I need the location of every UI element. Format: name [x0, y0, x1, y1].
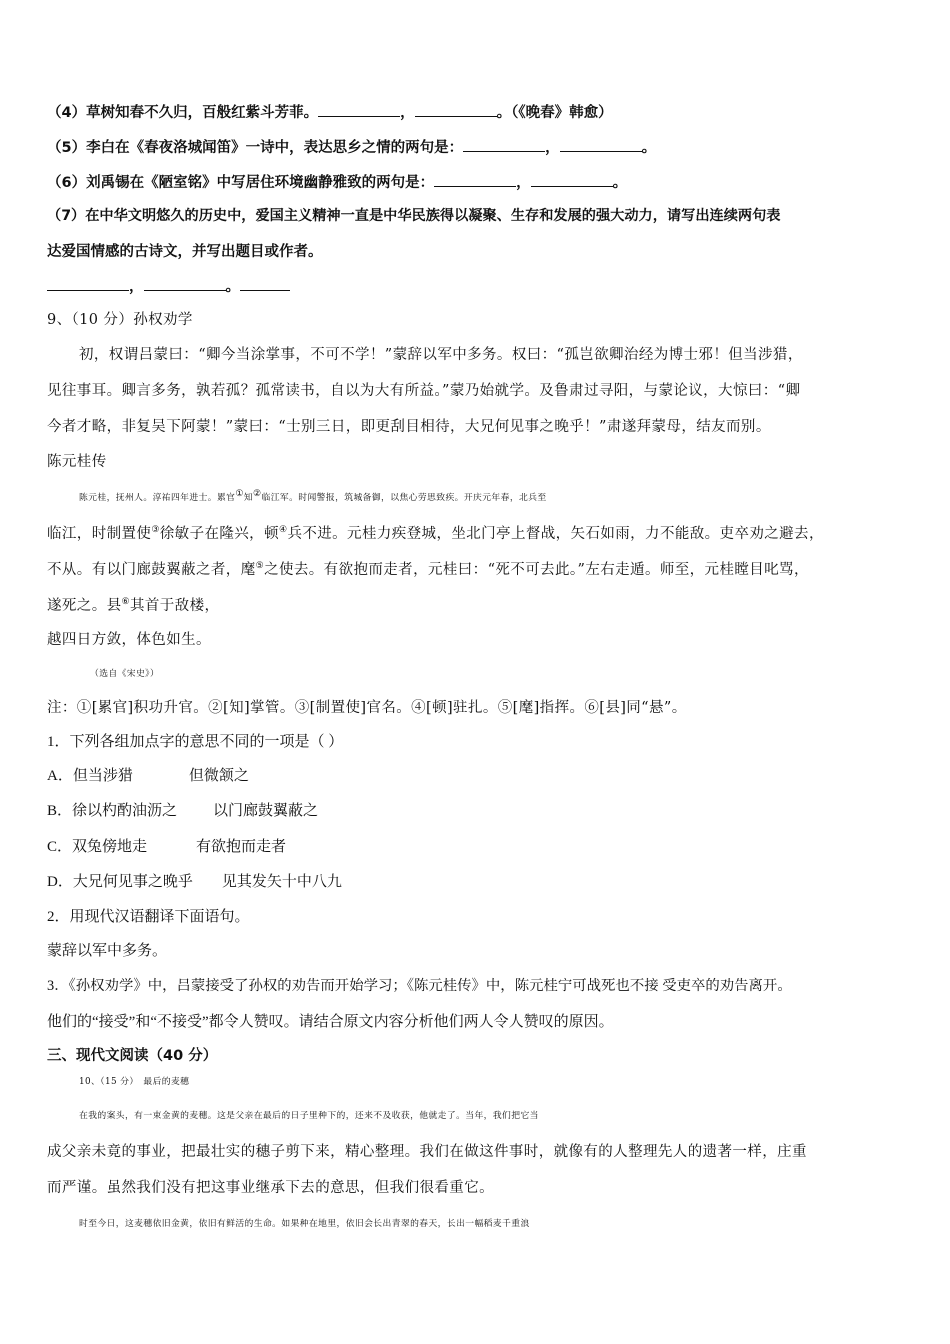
q9-heading: 9、（10 分）孙权劝学: [47, 312, 193, 328]
q9-passage2-line1: 陈元桂，抚州人。淳祐四年进士。累官①知②临江军。时闻警报，筑城备御，以焦心劳思致疾。开庆元年春，北兵至: [79, 489, 547, 503]
q8-item-7-line2: 达爱国情感的古诗文，并写出题目或作者。: [47, 244, 323, 260]
q9-sub3-line1: 3．《孙权劝学》中，吕蒙接受了孙权的劝告而开始学习；《陈元桂传》中，陈元桂宁可战死也不接 受吏卒的劝告离开。: [47, 978, 792, 994]
q10-passage-p1-line1: 在我的案头，有一束金黄的麦穗。这是父亲在最后的日子里种下的，还来不及收获，他就走了。当年，我们把它当: [79, 1111, 539, 1121]
q9-sub2-text: 蒙辞以军中多务。: [47, 943, 168, 959]
q9-passage1-line1: 初，权谓吕蒙曰：“卿今当涂掌事，不可不学！”蒙辞以军中多务。权曰：“孤岂欲卿治经为博士邪！但当涉猎，: [79, 347, 803, 363]
answer-blank[interactable]: [463, 137, 545, 152]
q9-option-b[interactable]: B．徐以杓酌油沥之 以门廊鼓翼蔽之: [47, 803, 319, 819]
q9-option-c[interactable]: C．双兔傍地走 有欲抱而走者: [47, 839, 287, 855]
answer-blank[interactable]: [531, 172, 613, 187]
q8-item-6: （6）刘禹锡在《陋室铭》中写居住环境幽静雅致的两句是： ， 。: [47, 172, 907, 193]
section3-heading: 三、现代文阅读（40 分）: [47, 1048, 218, 1064]
q9-option-d[interactable]: D．大兄何见事之晚乎 见其发矢十中八九: [47, 874, 342, 890]
q9-source: （选自《宋史》）: [90, 669, 160, 679]
q10-passage-p1-line3: 而严谨。虽然我们没有把这事业继承下去的意思，但我们很看重它。: [47, 1180, 494, 1196]
q9-sub1: 1．下列各组加点字的意思不同的一项是（ ）: [47, 734, 344, 750]
q9-passage2-title: 陈元桂传: [47, 454, 107, 470]
answer-blank[interactable]: [240, 276, 290, 291]
q9-sub3-line2: 他们的“接受”和“不接受”都令人赞叹。请结合原文内容分析他们两人令人赞叹的原因。: [47, 1014, 614, 1030]
q9-passage2-line2: 临江，时制置使③徐敏子在隆兴，顿④兵不进。元桂力疾登城，坐北门亭上督战，矢石如雨，力不能敌。吏卒劝之避去，: [47, 525, 824, 542]
q9-sub2: 2．用现代汉语翻译下面语句。: [47, 909, 250, 925]
answer-blank[interactable]: [47, 276, 129, 291]
q8-item-7-line1: （7）在中华文明悠久的历史中，爱国主义精神一直是中华民族得以凝聚、生存和发展的强大动力，请写出连续两句表: [47, 208, 781, 224]
answer-blank[interactable]: [318, 102, 400, 117]
q10-passage-p1-line2: 成父亲未竟的事业，把最壮实的穗子剪下来，精心整理。我们在做这件事时，就像有的人整理先人的遗著一样，庄重: [47, 1144, 807, 1160]
answer-blank[interactable]: [144, 276, 226, 291]
q8-item-5: （5）李白在《春夜洛城闻笛》一诗中，表达思乡之情的两句是： ， 。: [47, 137, 907, 158]
q9-notes: 注：①[累官]积功升官。②[知]掌管。③[制置使]官名。④[顿]驻扎。⑤[麾]指挥。⑥[县]同“悬”。: [47, 700, 687, 716]
q9-passage2-line4: 遂死之。县⑥其首于敌楼，: [47, 597, 220, 614]
q8-item-4: （4）草树知春不久归，百般红紫斗芳菲。 ， 。（《晚春》韩愈）: [47, 102, 907, 123]
q8-item-7-answer: ， 。: [47, 276, 907, 297]
q9-option-a[interactable]: A．但当涉猎 但微颔之: [47, 768, 249, 784]
answer-blank[interactable]: [434, 172, 516, 187]
q10-passage-p2-line1: 时至今日，这麦穗依旧金黄，依旧有鲜活的生命。如果种在地里，依旧会长出青翠的春天，长出一幅稻麦千重浪: [79, 1219, 530, 1229]
answer-blank[interactable]: [560, 137, 642, 152]
answer-blank[interactable]: [415, 102, 497, 117]
q9-passage1-line3: 今者才略，非复吴下阿蒙！”蒙曰：“士别三日，即更刮目相待，大兄何见事之晚乎！”肃遂拜蒙母，结友而别。: [47, 419, 771, 435]
q9-passage2-line3: 不从。有以门廊鼓翼蔽之者，麾⑤之使去。有欲抱而走者，元桂曰：“死不可去此。”左右走遁。师至，元桂瞠目叱骂，: [47, 561, 809, 578]
q9-passage1-line2: 见往事耳。卿言多务，孰若孤？孤常读书，自以为大有所益。”蒙乃始就学。及鲁肃过寻阳，与蒙论议，大惊曰：“卿: [47, 383, 801, 399]
q10-heading: 10、（15 分） 最后的麦穗: [79, 1077, 190, 1087]
q9-passage2-line5: 越四日方敛，体色如生。: [47, 632, 211, 648]
